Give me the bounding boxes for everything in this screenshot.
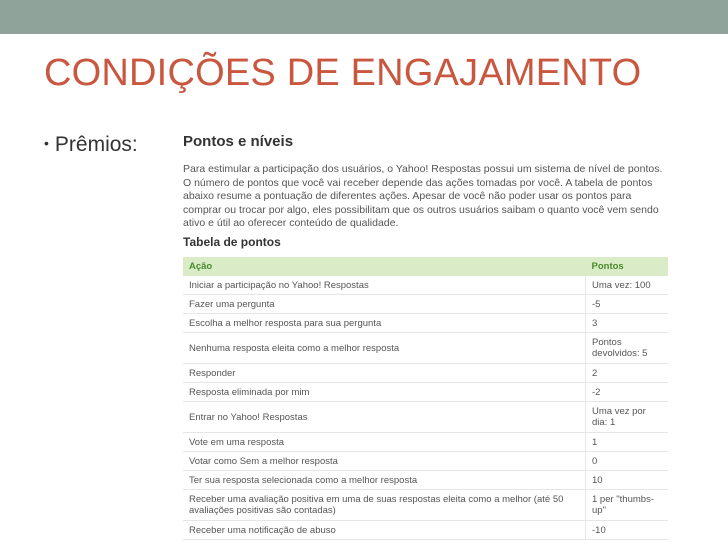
points-table: [183, 257, 668, 540]
action-cell: Escolha a melhor resposta para sua pergunta: [183, 314, 586, 333]
table-row: [183, 402, 668, 433]
table-header-row: [183, 257, 668, 276]
action-cell: Entrar no Yahoo! Respostas: [183, 402, 586, 433]
points-cell: Pontos devolvidos: 5: [586, 333, 669, 364]
points-cell: 2: [586, 364, 669, 383]
table-row: [183, 295, 668, 314]
slide-title: CONDIÇÕES DE ENGAJAMENTO: [44, 52, 642, 94]
table-row: [183, 276, 668, 295]
action-cell: Votar como Sem a melhor resposta: [183, 452, 586, 471]
action-cell: Resposta eliminada por mim: [183, 383, 586, 402]
points-cell: 3: [586, 314, 669, 333]
table-row: [183, 471, 668, 490]
points-cell: -10: [586, 521, 669, 540]
table-row: [183, 333, 668, 364]
table-title: Tabela de pontos: [183, 235, 281, 249]
table-row: [183, 383, 668, 402]
points-cell: 1: [586, 433, 669, 452]
table-row: [183, 452, 668, 471]
bullet-item: [44, 133, 138, 157]
points-cell: 1 per "thumbs-up": [586, 490, 669, 521]
action-cell: Receber uma notificação de abuso: [183, 521, 586, 540]
bullet-text: Prêmios:: [54, 133, 138, 156]
table-row: [183, 433, 668, 452]
action-cell: Nenhuma resposta eleita como a melhor resposta: [183, 333, 586, 364]
table-row: [183, 314, 668, 333]
action-cell: Iniciar a participação no Yahoo! Respostas: [183, 276, 586, 295]
table-row: [183, 364, 668, 383]
action-cell: Vote em uma resposta: [183, 433, 586, 452]
points-cell: Uma vez por dia: 1: [586, 402, 669, 433]
points-cell: Uma vez: 100: [586, 276, 669, 295]
table-row: [183, 521, 668, 540]
intro-paragraph: Para estimular a participação dos usuários, o Yahoo! Respostas possui um sistema de nível de pontos. O número de pontos que você vai receber depende das ações tomadas por você. A tabela de pontos abaixo resume a pontuação de diferentes ações. Apesar de você não poder usar os pontos para comprar ou trocar por algo, eles possibilitam que os outros usuários saibam o quanto você vem sendo ativo e útil ao oferecer conteúdo de qualidade.: [183, 163, 663, 230]
points-cell: -5: [586, 295, 669, 314]
points-cell: 0: [586, 452, 669, 471]
action-cell: Receber uma avaliação positiva em uma de suas respostas eleita como a melhor (até 50 avaliações positivas são contadas): [183, 490, 586, 521]
header-action: Ação: [183, 257, 586, 276]
points-cell: 10: [586, 471, 669, 490]
action-cell: Responder: [183, 364, 586, 383]
table-row: [183, 490, 668, 521]
section-title: Pontos e níveis: [183, 133, 294, 150]
bullet-dot-icon: •: [44, 135, 49, 151]
action-cell: Fazer uma pergunta: [183, 295, 586, 314]
header-points: Pontos: [586, 257, 669, 276]
top-bar: [0, 0, 728, 34]
points-cell: -2: [586, 383, 669, 402]
action-cell: Ter sua resposta selecionada como a melhor resposta: [183, 471, 586, 490]
